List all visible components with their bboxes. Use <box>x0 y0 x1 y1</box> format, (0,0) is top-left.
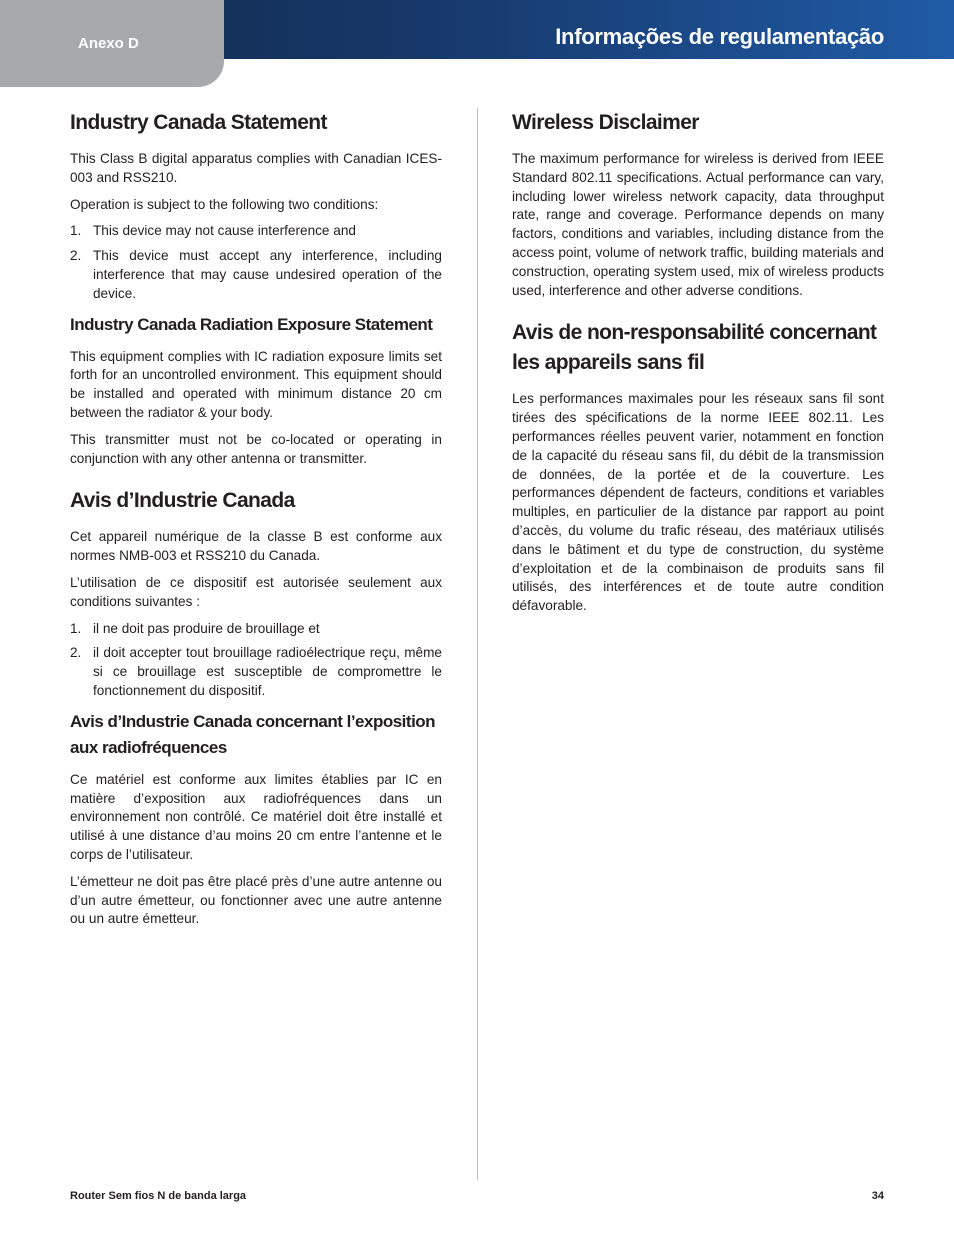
section-tab <box>0 0 224 87</box>
list-item <box>70 620 442 639</box>
list-number: 1. <box>70 620 82 636</box>
list-item-text: il doit accepter tout brouillage radioélectrique reçu, même si ce brouillage est susceptible de compromettre le fonctionnement du dispositif. <box>93 645 442 698</box>
list-number: 2. <box>70 248 82 264</box>
footer-page-number: 34 <box>871 1190 884 1202</box>
list-item-text: il ne doit pas produire de brouillage et <box>93 620 320 636</box>
heading-wireless-disclaimer: Wireless Disclaimer <box>512 111 699 134</box>
list-item-text: This device may not cause interference and <box>93 223 356 239</box>
paragraph: Ce matériel est conforme aux limites établies par IC en matière d’exposition aux radiofréquences dans un environnement non contrôlé. Ce matériel doit être installé et utilisé à une distance d’au moins 20 cm entre l’antenne et le corps de l’utilisateur. <box>70 771 442 862</box>
list-item <box>70 247 442 303</box>
list-item <box>70 222 442 241</box>
heading-avis-industrie-canada: Avis d’Industrie Canada <box>70 489 295 513</box>
paragraph: Cet appareil numérique de la classe B est conforme aux normes NMB-003 et RSS210 du Canada. <box>70 529 442 564</box>
right-column <box>512 108 884 624</box>
heading-radiation-exposure-statement: Industry Canada Radiation Exposure Statement <box>70 314 433 334</box>
section-tab-label: Anexo D <box>78 35 139 52</box>
column-divider <box>477 108 478 1180</box>
paragraph: Les performances maximales pour les réseaux sans fil sont tirées des spécifications de la norme IEEE 802.11. Les performances réelles peuvent varier, notamment en fonction de la capacité du réseau sans fil, du débit de la transmission de données, de la portée et de la couverture. Les performances dépendent de facteurs, conditions et variables multiples, en particulier de la distance par rapport au point d’accès, du volume du trafic réseau, des matériaux utilisés dans le bâtiment et du type de construction, du système d’exploitation et de la combinaison de produits sans fil utilisés, des interférences et de toute autre condition défavorable. <box>512 391 884 614</box>
footer-product-name: Router Sem fios N de banda larga <box>70 1190 247 1202</box>
paragraph: This Class B digital apparatus complies with Canadian ICES-003 and RSS210. <box>70 151 442 185</box>
page-title: Informações de regulamentação <box>555 24 884 49</box>
list-number: 1. <box>70 223 82 239</box>
left-column <box>70 108 442 937</box>
paragraph: This transmitter must not be co-located or operating in conjunction with any other antenna or transmitter. <box>70 431 442 466</box>
paragraph: The maximum performance for wireless is derived from IEEE Standard 802.11 specifications. Actual performance can vary, including lower wireless network capacity, data throughput rate, range and coverage. Performance depends on many factors, conditions and variables, including distance from the access point, volume of network traffic, building materials and construction, operating system used, mix of wireless products used, interference and other adverse conditions. <box>512 151 884 298</box>
conditions-list <box>70 620 442 701</box>
heading-industry-canada-statement: Industry Canada Statement <box>70 111 327 134</box>
heading-avis-non-responsabilite: Avis de non-responsabilité concernant les appareils sans fil <box>512 321 877 375</box>
list-item <box>70 644 442 700</box>
heading-avis-exposition-radiofrequences: Avis d’Industrie Canada concernant l’exposition aux radiofréquences <box>70 711 436 757</box>
list-number: 2. <box>70 645 82 661</box>
paragraph: L’émetteur ne doit pas être placé près d’une autre antenne ou d’un autre émetteur, ou fonctionner avec une autre antenne ou un autre émetteur. <box>70 873 442 927</box>
paragraph: L’utilisation de ce dispositif est autorisée seulement aux conditions suivantes : <box>70 574 442 609</box>
paragraph: Operation is subject to the following two conditions: <box>70 196 379 212</box>
paragraph: This equipment complies with IC radiation exposure limits set forth for an uncontrolled environment. This equipment should be installed and operated with minimum distance 20 cm between the radiator & your body. <box>70 348 442 420</box>
list-item-text: This device must accept any interference, including interference that may cause undesired operation of the device. <box>93 248 442 301</box>
conditions-list <box>70 222 442 303</box>
